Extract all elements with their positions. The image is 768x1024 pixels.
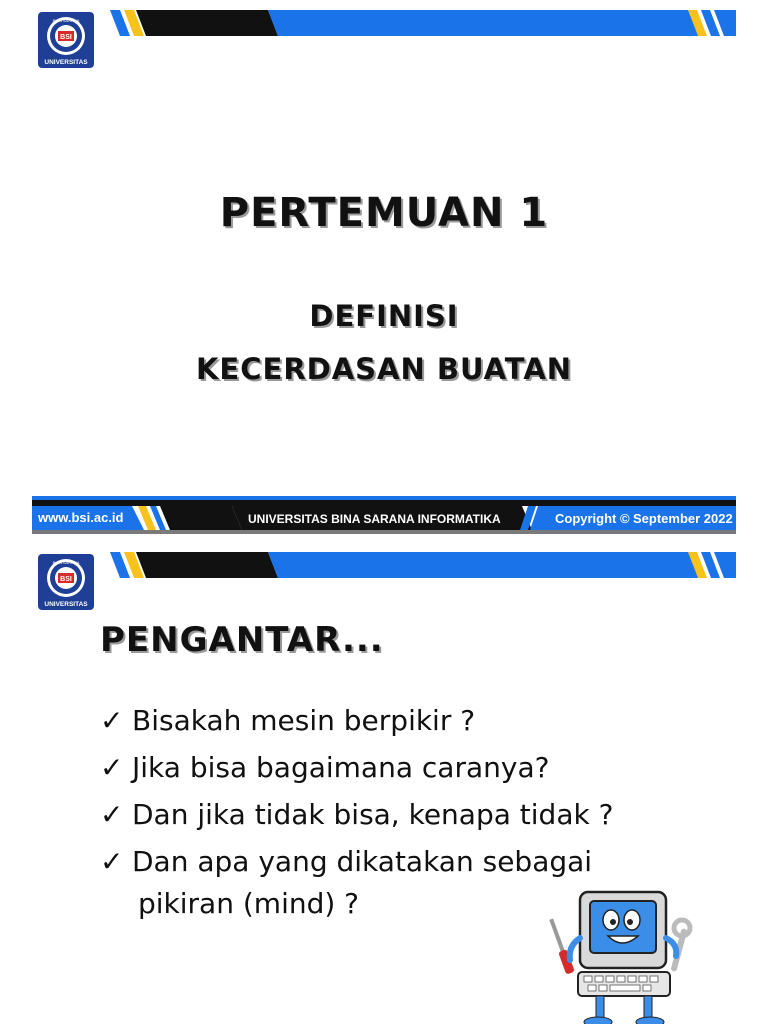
subtitle-line-2: KECERDASAN BUATAN [195, 352, 573, 386]
computer-mascot-icon [548, 888, 698, 1024]
bullet-list [100, 697, 700, 885]
checkmark-icon: ✓ [100, 845, 124, 878]
bullet-text: Bisakah mesin berpikir ? [132, 704, 476, 737]
checkmark-icon: ✓ [100, 798, 124, 831]
checkmark-icon: ✓ [100, 704, 124, 737]
bullet-text: Jika bisa bagaimana caranya? [132, 751, 550, 784]
logo-top-text: BINA SARANA [52, 18, 80, 23]
top-band [100, 552, 736, 578]
svg-text:BSI: BSI [60, 34, 72, 41]
logo-top-text: BINA SARANA [52, 560, 80, 565]
checkmark-icon: ✓ [100, 751, 124, 784]
list-item [100, 744, 700, 791]
top-band [100, 10, 736, 36]
footer-band [32, 496, 736, 534]
bsi-logo-icon [38, 554, 94, 610]
slide-title: PERTEMUAN 1 [219, 190, 549, 236]
logo-bottom-text: UNIVERSITAS [44, 601, 88, 608]
bullet-text: Dan jika tidak bisa, kenapa tidak ? [132, 798, 614, 831]
bsi-logo-icon [38, 12, 94, 68]
section-heading: PENGANTAR... [100, 620, 384, 660]
list-item [100, 697, 700, 744]
bullet-text: Dan apa yang dikatakan sebagai [132, 845, 593, 878]
list-item [100, 791, 700, 838]
footer-date: September 2022 [633, 511, 733, 526]
list-item [100, 838, 700, 885]
footer-website: www.bsi.ac.id [38, 510, 124, 525]
subtitle-line-1: DEFINISI [309, 299, 459, 333]
footer-university: UNIVERSITAS BINA SARANA INFORMATIKA [248, 512, 501, 526]
bullet-continuation: pikiran (mind) ? [138, 887, 360, 920]
svg-text:BSI: BSI [60, 576, 72, 583]
slide-2 [0, 542, 768, 1024]
logo-bottom-text: UNIVERSITAS [44, 59, 88, 66]
footer-copyright: Copyright © [555, 511, 630, 526]
